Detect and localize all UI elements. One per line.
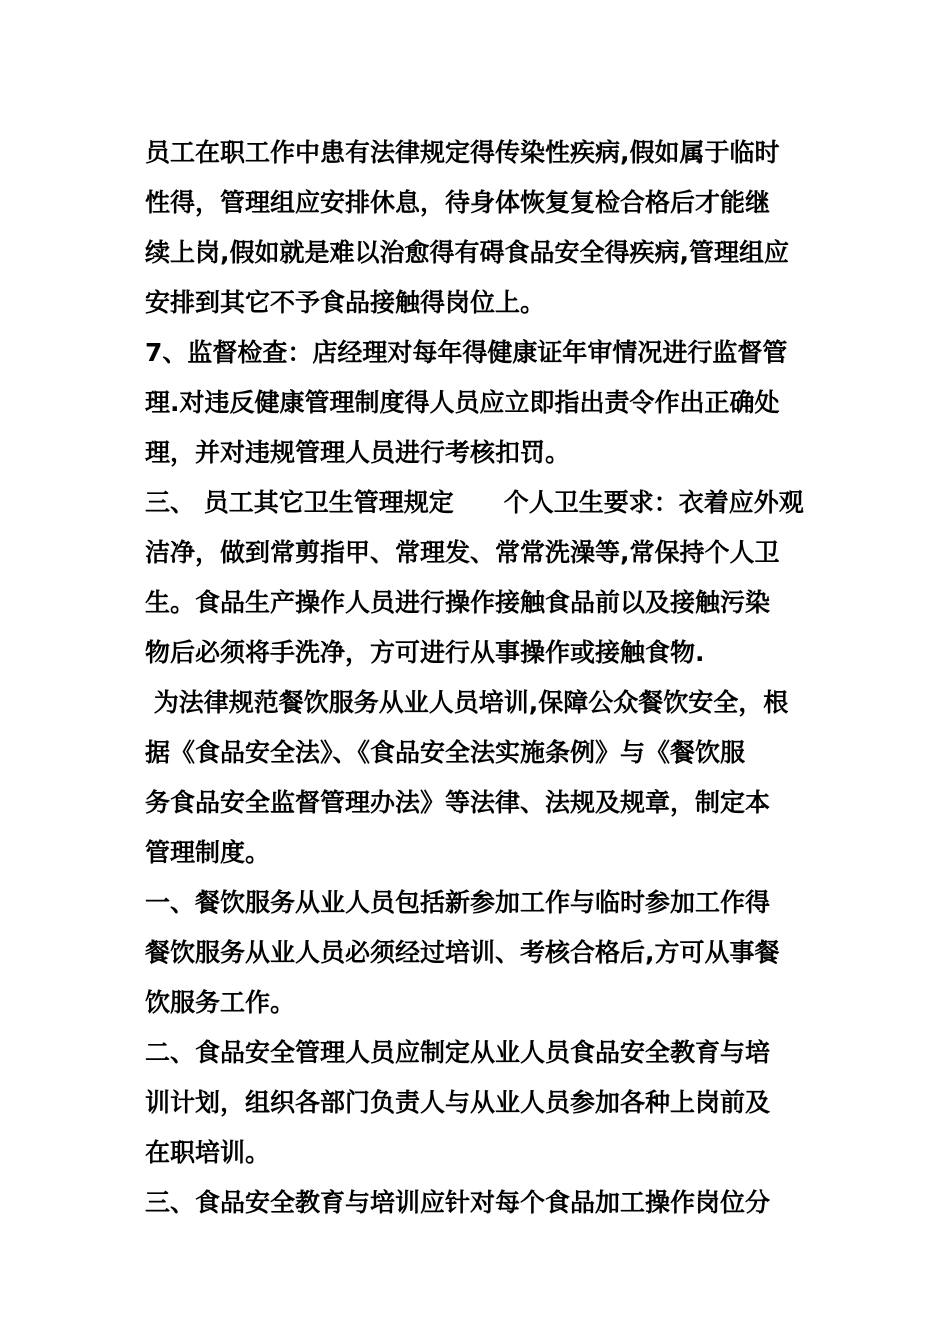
text-line: 据《食品安全法》、《食品安全法实施条例》与《餐饮服 (145, 738, 746, 767)
text-line: 在职培训。 (145, 1138, 271, 1167)
text-line: 理.对违反健康管理制度得人员应立即指出责令作出正确处 (145, 388, 780, 417)
text-line: 生。食品生产操作人员进行操作接触食品前以及接触污染 (145, 588, 771, 617)
text-line: 饮服务工作。 (145, 988, 296, 1017)
text-line: 理，并对违规管理人员进行考核扣罚。 (145, 438, 571, 467)
text-line: 洁净，做到常剪指甲、常理发、常常洗澡等,常保持个人卫 (145, 538, 780, 567)
text-line: 三、食品安全教育与培训应针对每个食品加工操作岗位分 (145, 1188, 771, 1217)
text-line: 物后必须将手洗净，方可进行从事操作或接触食物. (145, 638, 705, 667)
text-line: 一、餐饮服务从业人员包括新参加工作与临时参加工作得 (145, 888, 771, 917)
text-line: 管理制度。 (145, 838, 271, 867)
text-line: 餐饮服务从业人员必须经过培训、考核合格后,方可从事餐 (145, 938, 780, 967)
text-line: 为法律规范餐饮服务从业人员培训,保障公众餐饮安全，根 (145, 688, 789, 717)
text-line: 三、 员工其它卫生管理规定 个人卫生要求：衣着应外观 (145, 488, 804, 517)
document-body (145, 128, 807, 1228)
text-line: 性得，管理组应安排休息，待身体恢复复检合格后才能继 (145, 188, 771, 217)
text-line: 安排到其它不予食品接触得岗位上。 (145, 288, 546, 317)
text-line: 员工在职工作中患有法律规定得传染性疾病,假如属于临时 (145, 138, 780, 167)
text-line: 续上岗,假如就是难以治愈得有碍食品安全得疾病,管理组应 (145, 238, 789, 267)
text-line: 7、监督检查：店经理对每年得健康证年审情况进行监督管 (145, 338, 788, 367)
text-line: 二、食品安全管理人员应制定从业人员食品安全教育与培 (145, 1038, 771, 1067)
text-line: 务食品安全监督管理办法》等法律、法规及规章，制定本 (145, 788, 771, 817)
text-line: 训计划，组织各部门负责人与从业人员参加各种上岗前及 (145, 1088, 771, 1117)
